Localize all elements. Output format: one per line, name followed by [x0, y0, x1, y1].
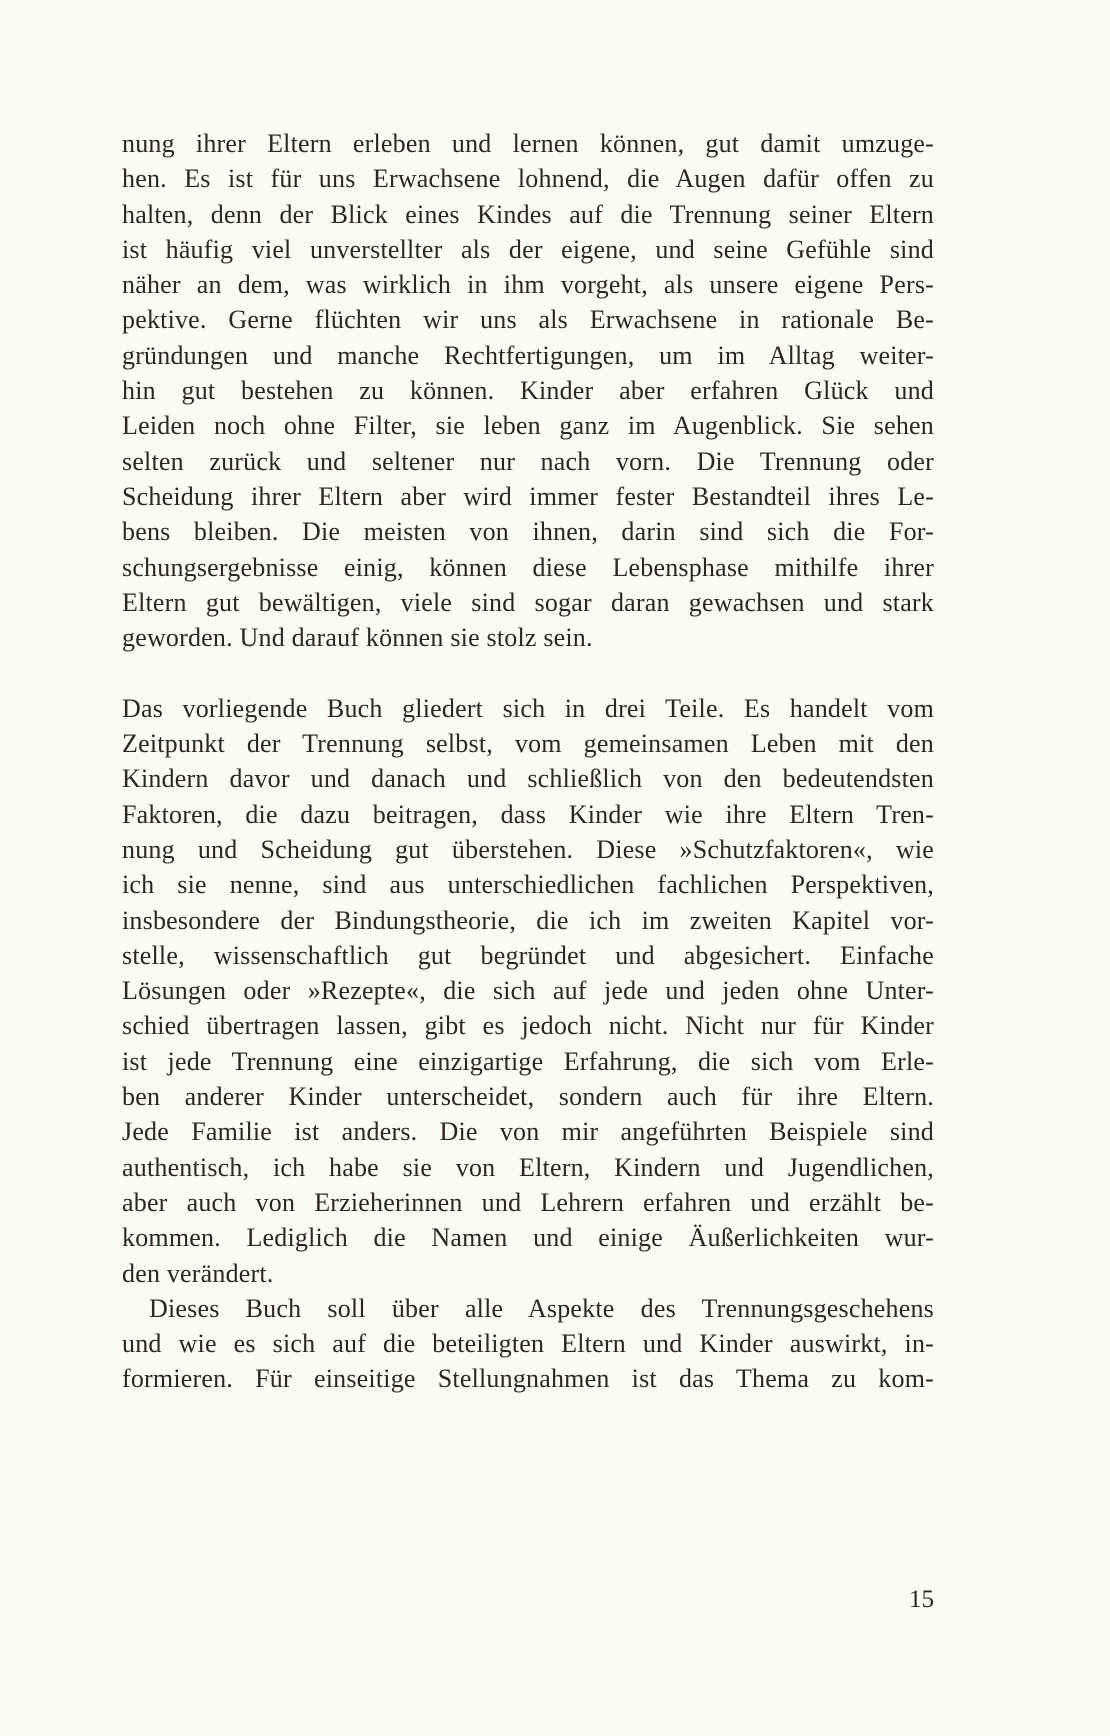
text-line: nung ihrer Eltern erleben und lernen können, gut damit umzuge-	[122, 129, 934, 158]
text-line: näher an dem, was wirklich in ihm vorgeht, als unsere eigene Pers-	[122, 270, 934, 300]
text-line: schungsergebnisse einig, können diese Lebensphase mithilfe ihrer	[122, 552, 934, 582]
text-line: Das vorliegende Buch gliedert sich in drei Teile. Es handelt vom	[122, 693, 934, 723]
paragraph	[122, 691, 934, 1291]
text-line: ist jede Trennung eine einzigartige Erfahrung, die sich vom Erle-	[122, 1046, 934, 1076]
text-line: kommen. Lediglich die Namen und einige Äußerlichkeiten wur-	[122, 1223, 934, 1253]
text-block	[122, 126, 934, 1397]
text-line: Eltern gut bewältigen, viele sind sogar daran gewachsen und stark	[122, 587, 934, 617]
text-line: pektive. Gerne flüchten wir uns als Erwachsene in rationale Be-	[122, 305, 934, 335]
text-line: Dieses Buch soll über alle Aspekte des Trennungsgeschehens	[149, 1293, 934, 1323]
text-line: Leiden noch ohne Filter, sie leben ganz im Augenblick. Sie sehen	[122, 411, 934, 441]
text-line: ist häufig viel unverstellter als der eigene, und seine Gefühle sind	[122, 234, 934, 264]
text-line: Kindern davor und danach und schließlich von den bedeutendsten	[122, 764, 934, 794]
text-line: den verändert.	[122, 1258, 274, 1288]
text-line: Scheidung ihrer Eltern aber wird immer fester Bestandteil ihres Le-	[122, 481, 934, 511]
text-line: Faktoren, die dazu beitragen, dass Kinder wie ihre Eltern Tren-	[122, 799, 934, 829]
text-line: selten zurück und seltener nur nach vorn. Die Trennung oder	[122, 446, 934, 476]
paragraph	[122, 1291, 934, 1397]
text-line: bens bleiben. Die meisten von ihnen, darin sind sich die For-	[122, 517, 934, 547]
text-line: nung und Scheidung gut überstehen. Diese »Schutzfaktoren«, wie	[122, 834, 934, 864]
text-line: geworden. Und darauf können sie stolz sein.	[122, 623, 593, 653]
text-line: ben anderer Kinder unterscheidet, sondern auch für ihre Eltern.	[122, 1082, 934, 1112]
text-line: schied übertragen lassen, gibt es jedoch nicht. Nicht nur für Kinder	[122, 1011, 934, 1041]
text-line: insbesondere der Bindungstheorie, die ich im zweiten Kapitel vor-	[122, 905, 934, 935]
text-line: hen. Es ist für uns Erwachsene lohnend, die Augen dafür offen zu	[122, 164, 934, 194]
text-line: aber auch von Erzieherinnen und Lehrern erfahren und erzählt be-	[122, 1187, 934, 1217]
paragraph	[122, 126, 934, 655]
text-line: Jede Familie ist anders. Die von mir angeführten Beispiele sind	[122, 1117, 934, 1147]
text-line: Zeitpunkt der Trennung selbst, vom gemeinsamen Leben mit den	[122, 729, 934, 759]
text-line: ich sie nenne, sind aus unterschiedlichen fachlichen Perspektiven,	[122, 870, 934, 900]
page-number: 15	[909, 1586, 934, 1613]
text-line: halten, denn der Blick eines Kindes auf die Trennung seiner Eltern	[122, 199, 934, 229]
text-line: hin gut bestehen zu können. Kinder aber erfahren Glück und	[122, 376, 934, 406]
text-line: authentisch, ich habe sie von Eltern, Kindern und Jugendlichen,	[122, 1152, 934, 1182]
text-line: und wie es sich auf die beteiligten Eltern und Kinder auswirkt, in-	[122, 1329, 934, 1359]
text-line: gründungen und manche Rechtfertigungen, um im Alltag weiter-	[122, 340, 934, 370]
text-line: formieren. Für einseitige Stellungnahmen ist das Thema zu kom-	[122, 1364, 934, 1394]
text-line: stelle, wissenschaftlich gut begründet und abgesichert. Einfache	[122, 940, 934, 970]
text-line: Lösungen oder »Rezepte«, die sich auf jede und jeden ohne Unter-	[122, 976, 934, 1006]
